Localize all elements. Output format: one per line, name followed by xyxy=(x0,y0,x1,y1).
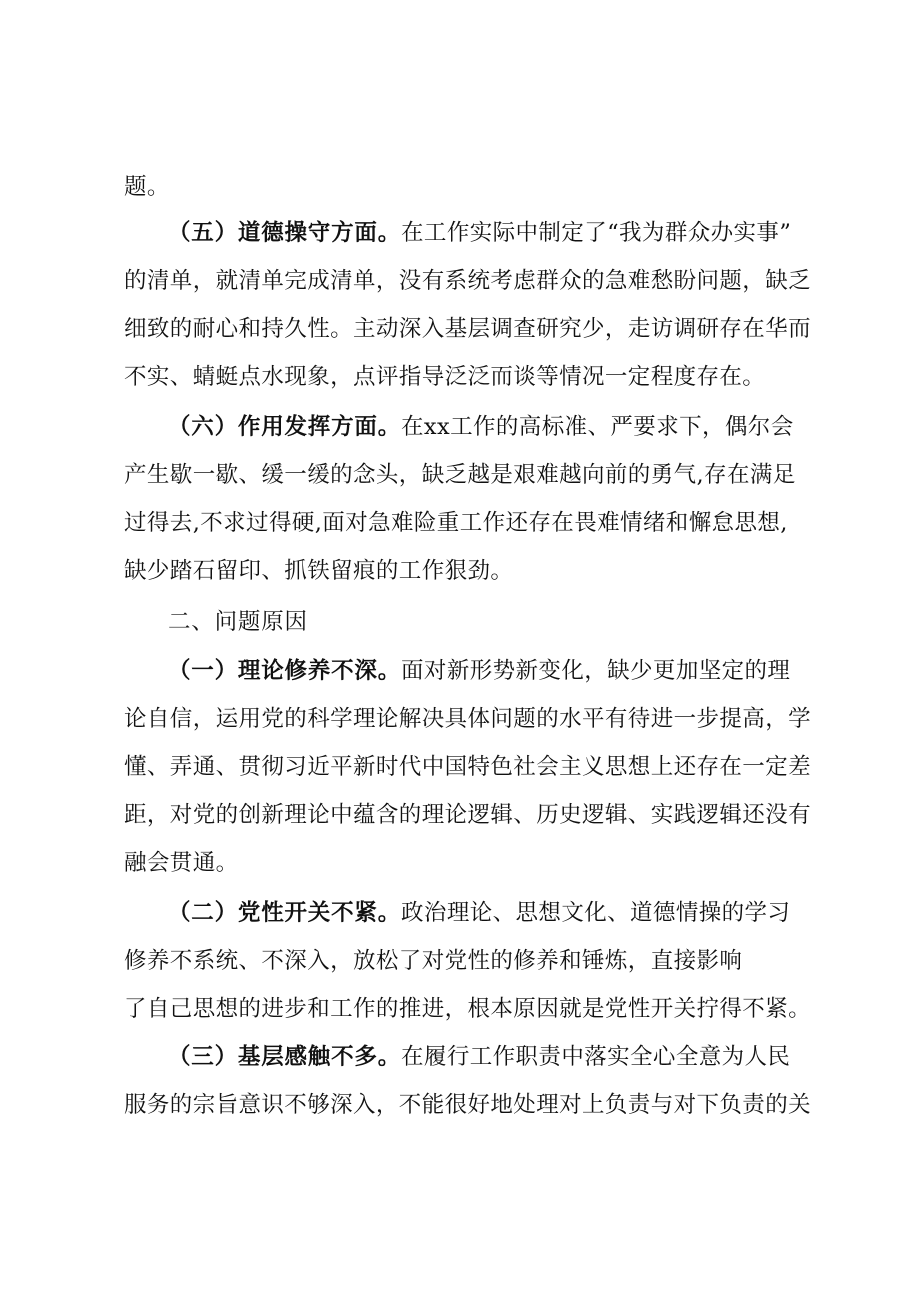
text-line: 细致的耐心和持久性。主动深入基层调查研究少，走访调研存在华而 xyxy=(124,316,812,342)
text-row xyxy=(124,1081,811,1129)
paragraph-role-playing xyxy=(168,403,794,451)
text-row xyxy=(124,985,811,1033)
text-line: 修养不系统、不深入，放松了对党性的修养和锤炼，直接影响 xyxy=(124,948,743,974)
text-line: 过得去,不求过得硬,面对急难险重工作还存在畏难情绪和懈怠思想, xyxy=(124,510,788,536)
text-line: 论自信，运用党的科学理论解决具体问题的水平有待进一步提高，学 xyxy=(124,706,812,732)
paragraph-heading: （一）理论修养不深。 xyxy=(168,658,402,684)
text-line: 懂、弄通、贯彻习近平新时代中国特色社会主义思想上还存在一定差 xyxy=(124,754,812,780)
text-line: 距，对党的创新理论中蕴含的理论逻辑、历史逻辑、实践逻辑还没有 xyxy=(124,802,812,828)
text-line: 在xx工作的高标准、严要求下，偶尔会 xyxy=(401,414,794,440)
text-line: 的清单，就清单完成清单，没有系统考虑群众的急难愁盼问题，缺乏 xyxy=(124,268,812,294)
text-line: 了自己思想的进步和工作的推进，根本原因就是党性开关拧得不紧。 xyxy=(124,996,812,1022)
paragraph-moral-conduct xyxy=(168,209,791,257)
text-line: 服务的宗旨意识不够深入，不能很好地处理对上负责与对下负责的关 xyxy=(124,1092,812,1118)
text-line: 产生歇一歇、缓一缓的念头，缺乏越是艰难越向前的勇气,存在满足 xyxy=(124,462,796,488)
text-row xyxy=(124,451,796,499)
text-row xyxy=(124,305,811,353)
text-line: 政治理论、思想文化、道德情操的学习 xyxy=(401,900,791,926)
paragraph-heading: （二）党性开关不紧。 xyxy=(168,900,402,926)
section-heading xyxy=(168,598,308,646)
text-row xyxy=(124,743,811,791)
section-title: 二、问题原因 xyxy=(168,609,308,635)
text-row xyxy=(124,839,239,887)
text-line: 不实、蜻蜓点水现象，点评指导泛泛而谈等情况一定程度存在。 xyxy=(124,364,766,390)
paragraph-theory xyxy=(168,647,790,695)
text-row xyxy=(124,257,811,305)
paragraph-continuation xyxy=(124,163,170,211)
text-line: 缺少踏石留印、抓铁留痕的工作狠劲。 xyxy=(124,558,514,584)
text-line: 面对新形势新变化，缺少更加坚定的理 xyxy=(401,658,791,684)
text-row xyxy=(124,353,765,401)
text-row xyxy=(124,937,742,985)
paragraph-heading: （三）基层感触不多。 xyxy=(168,1044,402,1070)
text-line: 在履行工作职责中落实全心全意为人民 xyxy=(401,1044,791,1070)
text-row xyxy=(124,499,788,547)
paragraph-party-spirit xyxy=(168,889,790,937)
text-line: 题。 xyxy=(124,174,170,200)
paragraph-heading: （五）道德操守方面。 xyxy=(168,220,402,246)
paragraph-grassroots xyxy=(168,1033,790,1081)
text-row xyxy=(124,695,811,743)
text-line: 融会贯通。 xyxy=(124,850,239,876)
text-row xyxy=(124,791,811,839)
paragraph-heading: （六）作用发挥方面。 xyxy=(168,414,402,440)
text-line: 在工作实际中制定了“我为群众办实事” xyxy=(401,220,792,246)
text-row xyxy=(124,547,513,595)
